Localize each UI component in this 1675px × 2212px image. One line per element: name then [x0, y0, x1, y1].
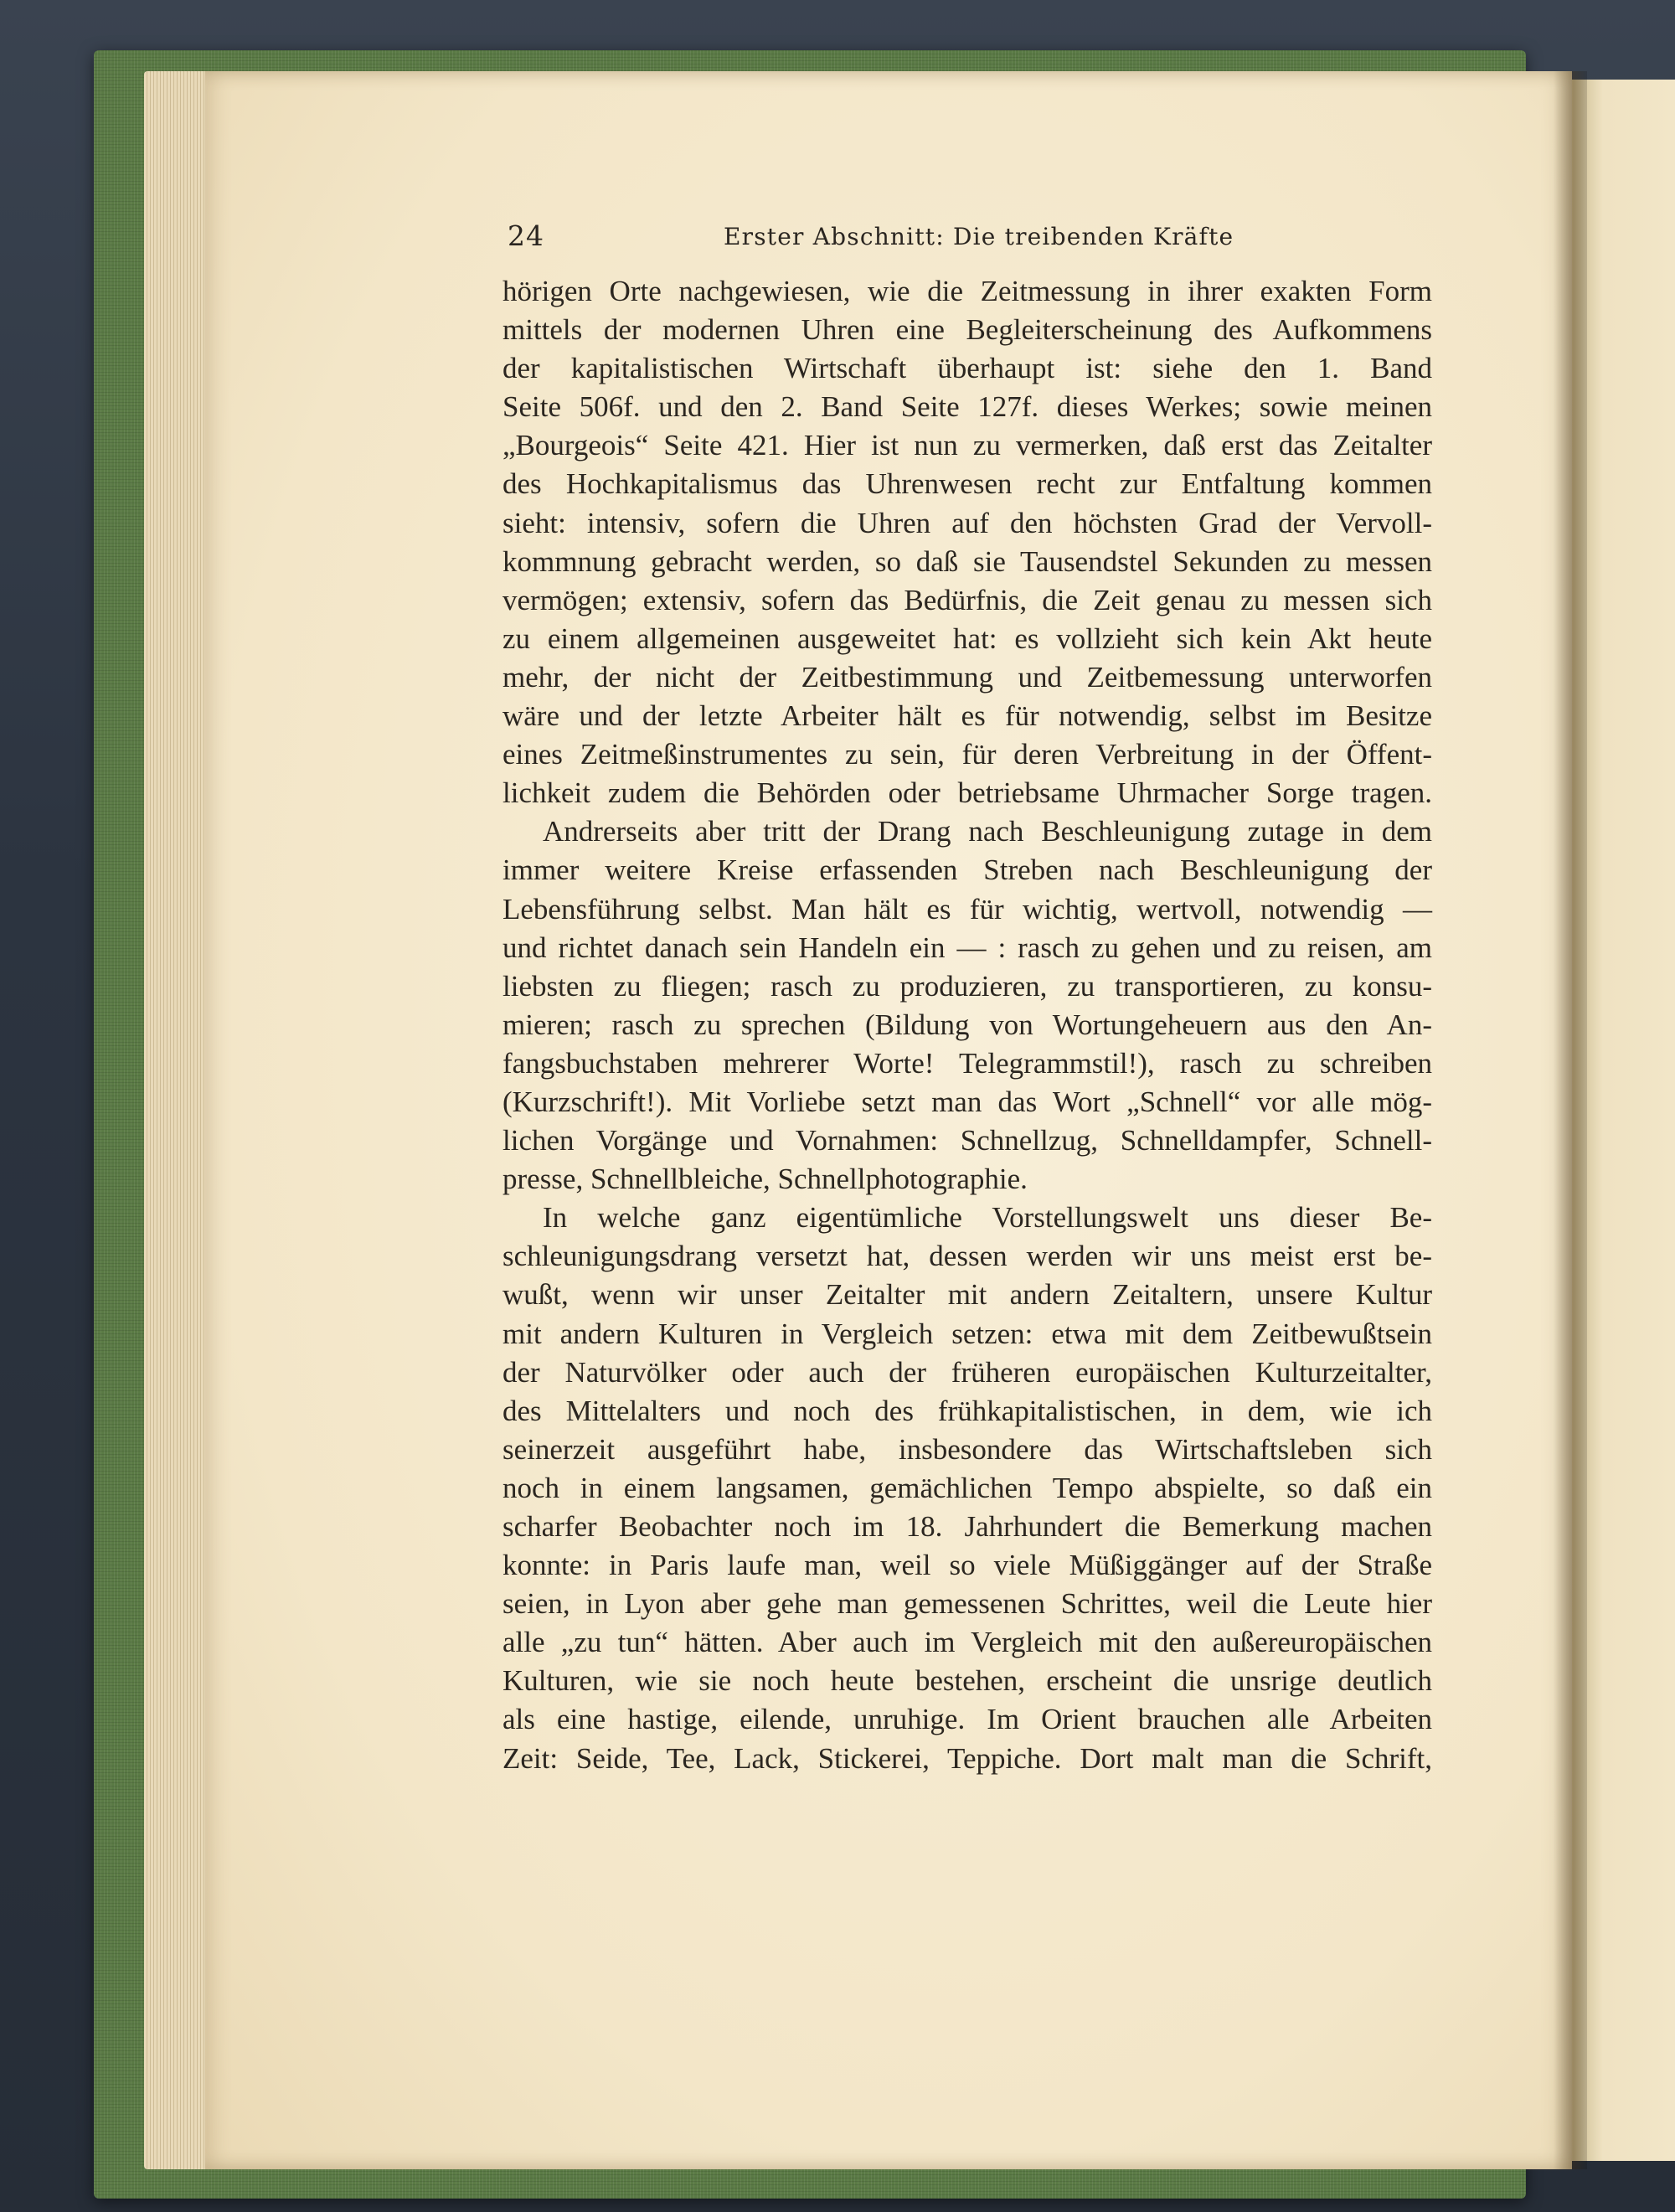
text-line: seinerzeit ausgeführt habe, insbesondere das Wirtschaftsleben sich: [502, 1432, 1432, 1466]
text-line: (Kurzschrift!). Mit Vorliebe setzt man das Wort „Schnell“ vor alle mög-: [502, 1085, 1432, 1118]
text-line: zu einem allgemeinen ausgeweitet hat: es vollzieht sich kein Akt heute: [502, 621, 1432, 655]
text-line: der Naturvölker oder auch der früheren europäischen Kulturzeitalter,: [502, 1355, 1432, 1389]
next-page-edge: [1572, 80, 1675, 2161]
text-line: scharfer Beobachter noch im 18. Jahrhundert die Bemerkung machen: [502, 1510, 1432, 1543]
text-line: hörigen Orte nachgewiesen, wie die Zeitmessung in ihrer exakten Form: [502, 275, 1432, 307]
text-line: In welche ganz eigentümliche Vorstellungswelt uns dieser Be-: [543, 1201, 1432, 1235]
text-line: immer weitere Kreise erfassenden Streben nach Beschleunigung der: [502, 853, 1432, 887]
page-number: 24: [508, 219, 544, 252]
text-line: alle „zu tun“ hätten. Aber auch im Vergleich mit den außereuropäischen: [502, 1626, 1432, 1659]
text-line: des Mittelalters und noch des frühkapitalistischen, in dem, wie ich: [502, 1394, 1432, 1427]
text-line: eines Zeitmeßinstrumentes zu sein, für deren Verbreitung in der Öffent-: [502, 738, 1432, 771]
text-line: vermögen; extensiv, sofern das Bedürfnis, die Zeit genau zu messen sich: [502, 583, 1432, 616]
text-line: mit andern Kulturen in Vergleich setzen: etwa mit dem Zeitbewußtsein: [502, 1317, 1432, 1350]
text-line: und richtet danach sein Handeln ein — : rasch zu gehen und zu reisen, am: [502, 931, 1432, 964]
text-line: konnte: in Paris laufe man, weil so viele Müßiggänger auf der Straße: [502, 1549, 1432, 1582]
text-line: lichkeit zudem die Behörden oder betriebsame Uhrmacher Sorge tragen.: [502, 776, 1432, 810]
text-line: Kulturen, wie sie noch heute bestehen, erscheint die unsrige deutlich: [502, 1664, 1432, 1698]
text-line: mittels der modernen Uhren eine Begleiterscheinung des Aufkommens: [502, 313, 1432, 347]
text-line: schleunigungsdrang versetzt hat, dessen werden wir uns meist erst be-: [502, 1240, 1432, 1273]
text-line: Andrerseits aber tritt der Drang nach Beschleunigung zutage in dem: [543, 815, 1432, 848]
text-line: als eine hastige, eilende, unruhige. Im Orient brauchen alle Arbeiten: [502, 1703, 1432, 1736]
text-line: kommnung gebracht werden, so daß sie Tausendstel Sekunden zu messen: [502, 544, 1432, 578]
text-line: Zeit: Seide, Tee, Lack, Stickerei, Teppiche. Dort malt man die Schrift,: [502, 1741, 1432, 1775]
page-header: [508, 219, 1446, 261]
text-line: Lebensführung selbst. Man hält es für wichtig, wertvoll, notwendig —: [502, 892, 1432, 926]
text-line: der kapitalistischen Wirtschaft überhaupt ist: siehe den 1. Band: [502, 352, 1432, 385]
text-line: fangsbuchstaben mehrerer Worte! Telegrammstil!), rasch zu schreiben: [502, 1046, 1432, 1080]
text-line: des Hochkapitalismus das Uhrenwesen recht zur Entfaltung kommen: [502, 467, 1432, 501]
text-line: noch in einem langsamen, gemächlichen Tempo abspielte, so daß ein: [502, 1471, 1432, 1504]
text-line: presse, Schnellbleiche, Schnellphotographie.: [502, 1163, 1028, 1196]
text-line: lichen Vorgänge und Vornahmen: Schnellzug, Schnelldampfer, Schnell-: [502, 1124, 1432, 1158]
text-line: mehr, der nicht der Zeitbestimmung und Zeitbemessung unterworfen: [502, 660, 1432, 694]
running-head: Erster Abschnitt: Die treibenden Kräfte: [724, 223, 1234, 250]
text-line: wußt, wenn wir unser Zeitalter mit andern Zeitaltern, unsere Kultur: [502, 1278, 1432, 1312]
text-line: mieren; rasch zu sprechen (Bildung von Wortungeheuern aus den An-: [502, 1008, 1432, 1041]
gutter-shadow: [1554, 71, 1587, 2169]
text-line: Seite 506f. und den 2. Band Seite 127f. dieses Werkes; sowie meinen: [502, 390, 1432, 424]
text-line: seien, in Lyon aber gehe man gemessenen Schrittes, weil die Leute hier: [502, 1587, 1432, 1621]
body-text: [502, 272, 1432, 1778]
text-line: liebsten zu fliegen; rasch zu produzieren, zu transportieren, zu konsu-: [502, 969, 1432, 1003]
text-line: sieht: intensiv, sofern die Uhren auf den höchsten Grad der Vervoll-: [502, 506, 1432, 539]
text-line: „Bourgeois“ Seite 421. Hier ist nun zu vermerken, daß erst das Zeitalter: [502, 429, 1432, 462]
text-line: wäre und der letzte Arbeiter hält es für notwendig, selbst im Besitze: [502, 699, 1432, 733]
